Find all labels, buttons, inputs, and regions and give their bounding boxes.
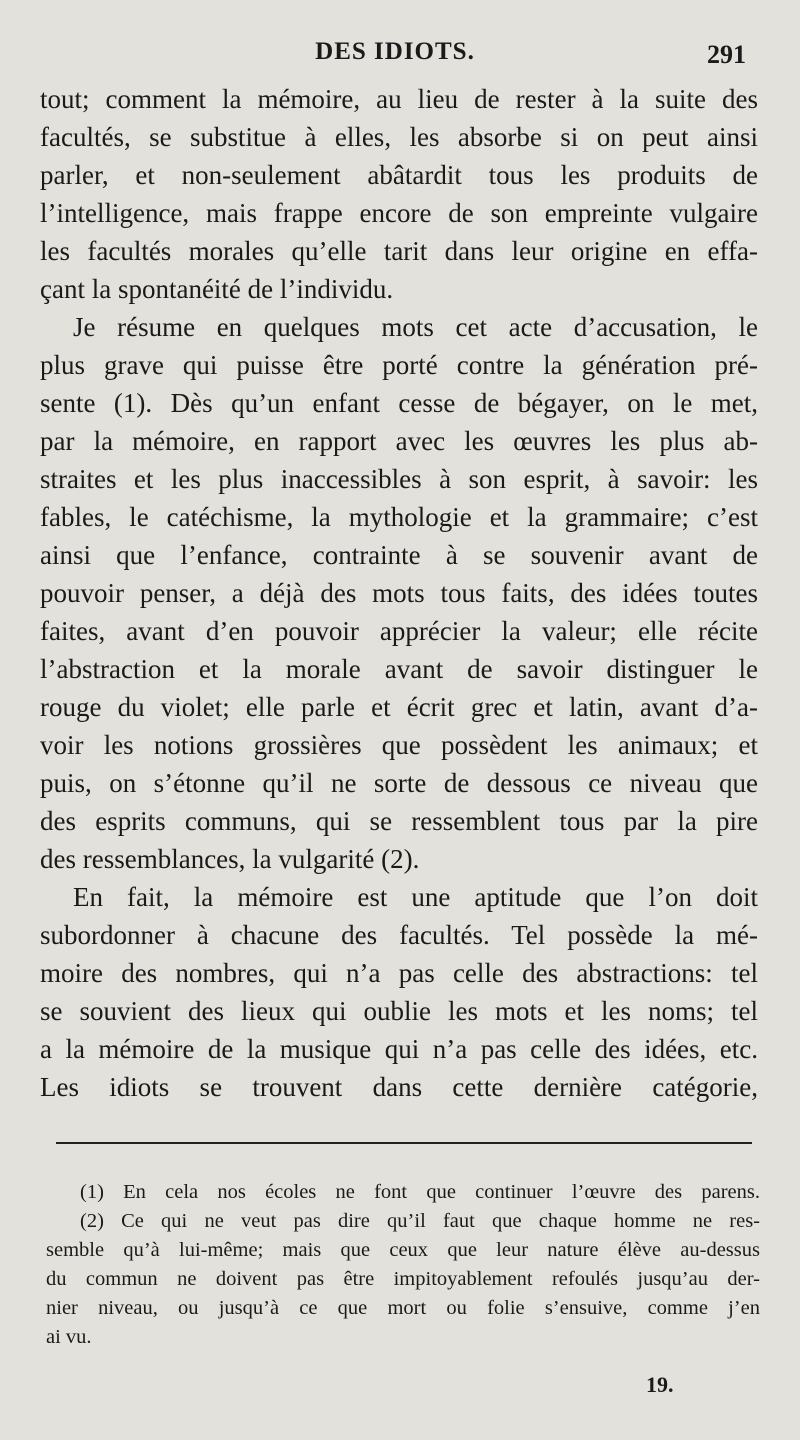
footnote-line: ai vu. — [46, 1326, 92, 1348]
body-line: parler, et non-seulement abâtardit tous les produits de — [40, 160, 758, 190]
footnote-line: (2) Ce qui ne veut pas dire qu’il faut que chaque homme ne res- — [80, 1210, 760, 1232]
body-line: sente (1). Dès qu’un enfant cesse de bégayer, on le met, — [40, 388, 758, 418]
body-line: rouge du violet; elle parle et écrit grec et latin, avant d’a- — [40, 692, 758, 722]
body-line: se souvient des lieux qui oublie les mots et les noms; tel — [40, 996, 758, 1026]
body-line: l’abstraction et la morale avant de savoir distinguer le — [40, 654, 758, 684]
footnote-divider — [56, 1142, 752, 1144]
body-line: faites, avant d’en pouvoir apprécier la valeur; elle récite — [40, 616, 758, 646]
body-line: ainsi que l’enfance, contrainte à se souvenir avant de — [40, 540, 758, 570]
running-title: DES IDIOTS. — [315, 38, 475, 65]
running-head — [44, 38, 746, 78]
body-line: çant la spontanéité de l’individu. — [40, 274, 394, 304]
footnote-line: (1) En cela nos écoles ne font que continuer l’œuvre des parens. — [80, 1181, 760, 1203]
body-line: pouvoir penser, a déjà des mots tous faits, des idées toutes — [40, 578, 758, 608]
body-line: Les idiots se trouvent dans cette dernière catégorie, — [40, 1072, 758, 1102]
footnotes — [46, 1178, 760, 1352]
body-line: par la mémoire, en rapport avec les œuvres les plus ab- — [40, 426, 758, 456]
body-line: facultés, se substitue à elles, les absorbe si on peut ainsi — [40, 122, 758, 152]
body-line: straites et les plus inaccessibles à son esprit, à savoir: les — [40, 464, 758, 494]
page-number: 291 — [707, 40, 746, 69]
body-line: tout; comment la mémoire, au lieu de rester à la suite des — [40, 84, 758, 114]
body-line: plus grave qui puisse être porté contre la génération pré- — [40, 350, 758, 380]
body-line: puis, on s’étonne qu’il ne sorte de dessous ce niveau que — [40, 768, 758, 798]
body-line: des ressemblances, la vulgarité (2). — [40, 844, 420, 874]
body-line: les facultés morales qu’elle tarit dans leur origine en effa- — [40, 236, 758, 266]
footnote-line: du commun ne doivent pas être impitoyablement refoulés jusqu’au der- — [46, 1268, 760, 1290]
footnote-line: nier niveau, ou jusqu’à ce que mort ou folie s’ensuive, comme j’en — [46, 1297, 760, 1319]
body-text — [40, 80, 758, 1106]
body-line: voir les notions grossières que possèdent les animaux; et — [40, 730, 758, 760]
body-line: l’intelligence, mais frappe encore de son empreinte vulgaire — [40, 198, 758, 228]
body-line: Je résume en quelques mots cet acte d’accusation, le — [73, 312, 758, 342]
body-line: subordonner à chacune des facultés. Tel possède la mé- — [40, 920, 758, 950]
body-line: a la mémoire de la musique qui n’a pas celle des idées, etc. — [40, 1034, 758, 1064]
body-line: des esprits communs, qui se ressemblent tous par la pire — [40, 806, 758, 836]
footnote-line: semble qu’à lui-même; mais que ceux que leur nature élève au-dessus — [46, 1239, 760, 1261]
body-line: moire des nombres, qui n’a pas celle des abstractions: tel — [40, 958, 758, 988]
body-line: fables, le catéchisme, la mythologie et la grammaire; c’est — [40, 502, 758, 532]
signature-mark: 19. — [646, 1372, 674, 1397]
body-line: En fait, la mémoire est une aptitude que l’on doit — [73, 882, 758, 912]
